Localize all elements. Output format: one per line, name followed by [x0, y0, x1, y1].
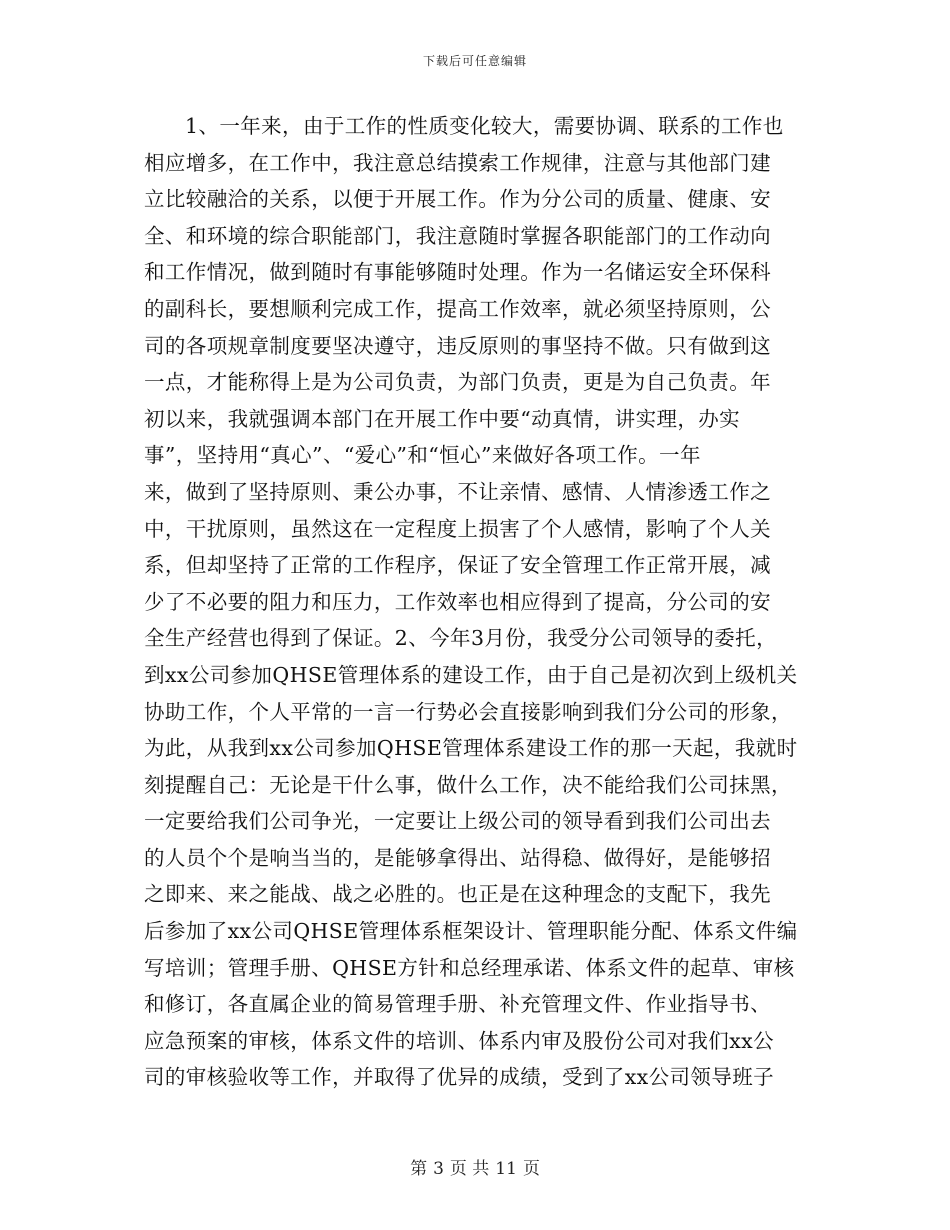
- page-header: 下载后可任意编辑: [422, 54, 527, 68]
- body-line: 全、和环境的综合职能部门，我注意随时掌握各职能部门的工作动向: [144, 223, 771, 248]
- body-line: 全生产经营也得到了保证。2、今年3月份，我受分公司领导的委托，: [144, 626, 777, 651]
- page-label-mid: 页 共: [449, 1159, 490, 1179]
- body-line: 一定要给我们公司争光，一定要让上级公司的领导看到我们公司出去: [144, 809, 771, 834]
- body-line: 系，但却坚持了正常的工作程序，保证了安全管理工作正常开展，减: [144, 553, 771, 578]
- body-line: 和工作情况，做到随时有事能够随时处理。作为一名储运安全环保科: [144, 260, 771, 285]
- total-pages-number: 11: [495, 1159, 517, 1179]
- body-line: 相应增多，在工作中，我注意总结摸索工作规律，注意与其他部门建: [144, 150, 771, 175]
- body-line: 司的审核验收等工作，并取得了优异的成绩，受到了xx公司领导班子: [144, 1065, 775, 1090]
- page-label-suffix: 页: [522, 1159, 540, 1179]
- body-line: 中，干扰原则，虽然这在一定程度上损害了个人感情，影响了个人关: [144, 516, 771, 541]
- body-line: 应急预案的审核，体系文件的培训、体系内审及股份公司对我们xx公: [144, 1028, 775, 1053]
- document-body: [144, 108, 812, 1096]
- body-line: 1、一年来，由于工作的性质变化较大，需要协调、联系的工作也: [185, 114, 784, 138]
- body-line: 一点，才能称得上是为公司负责，为部门负责，更是为自己负责。年: [144, 370, 771, 395]
- body-line: 写培训；管理手册、QHSE方针和总经理承诺、体系文件的起草、审核: [144, 955, 795, 980]
- body-line: 初以来，我就强调本部门在开展工作中要“动真情，讲实理，办实: [144, 406, 741, 431]
- body-line: 之即来、来之能战、战之必胜的。也正是在这种理念的支配下，我先: [144, 882, 771, 907]
- body-line: 到xx公司参加QHSE管理体系的建设工作，由于自己是初次到上级机关: [144, 662, 798, 687]
- body-line: 后参加了xx公司QHSE管理体系框架设计、管理职能分配、体系文件编: [144, 919, 798, 944]
- body-line: 为此，从我到xx公司参加QHSE管理体系建设工作的那一天起，我就时: [144, 736, 798, 761]
- body-line: 协助工作，个人平常的一言一行势必会直接影响到我们分公司的形象，: [144, 699, 792, 724]
- page-footer: [0, 1154, 950, 1179]
- body-line: 司的各项规章制度要坚决遵守，违反原则的事坚持不做。只有做到这: [144, 333, 771, 358]
- body-line: 的人员个个是响当当的，是能够拿得出、站得稳、做得好，是能够招: [144, 845, 771, 870]
- body-line: 的副科长，要想顺利完成工作，提高工作效率，就必须坚持原则，公: [144, 296, 771, 321]
- body-line: 事”，坚持用“真心”、“爱心”和“恒心”来做好各项工作。一年: [144, 443, 701, 468]
- body-line: 刻提醒自己：无论是干什么事，做什么工作，决不能给我们公司抹黑，: [144, 772, 792, 797]
- body-line: 立比较融洽的关系，以便于开展工作。作为分公司的质量、健康、安: [144, 187, 771, 212]
- current-page-number: 3: [433, 1159, 444, 1179]
- page-label-prefix: 第: [410, 1159, 428, 1179]
- body-line: 少了不必要的阻力和压力，工作效率也相应得到了提高，分公司的安: [144, 589, 771, 614]
- body-line: 来，做到了坚持原则、秉公办事，不让亲情、感情、人情渗透工作之: [144, 479, 771, 504]
- body-line: 和修订，各直属企业的简易管理手册、补充管理文件、作业指导书、: [144, 992, 771, 1017]
